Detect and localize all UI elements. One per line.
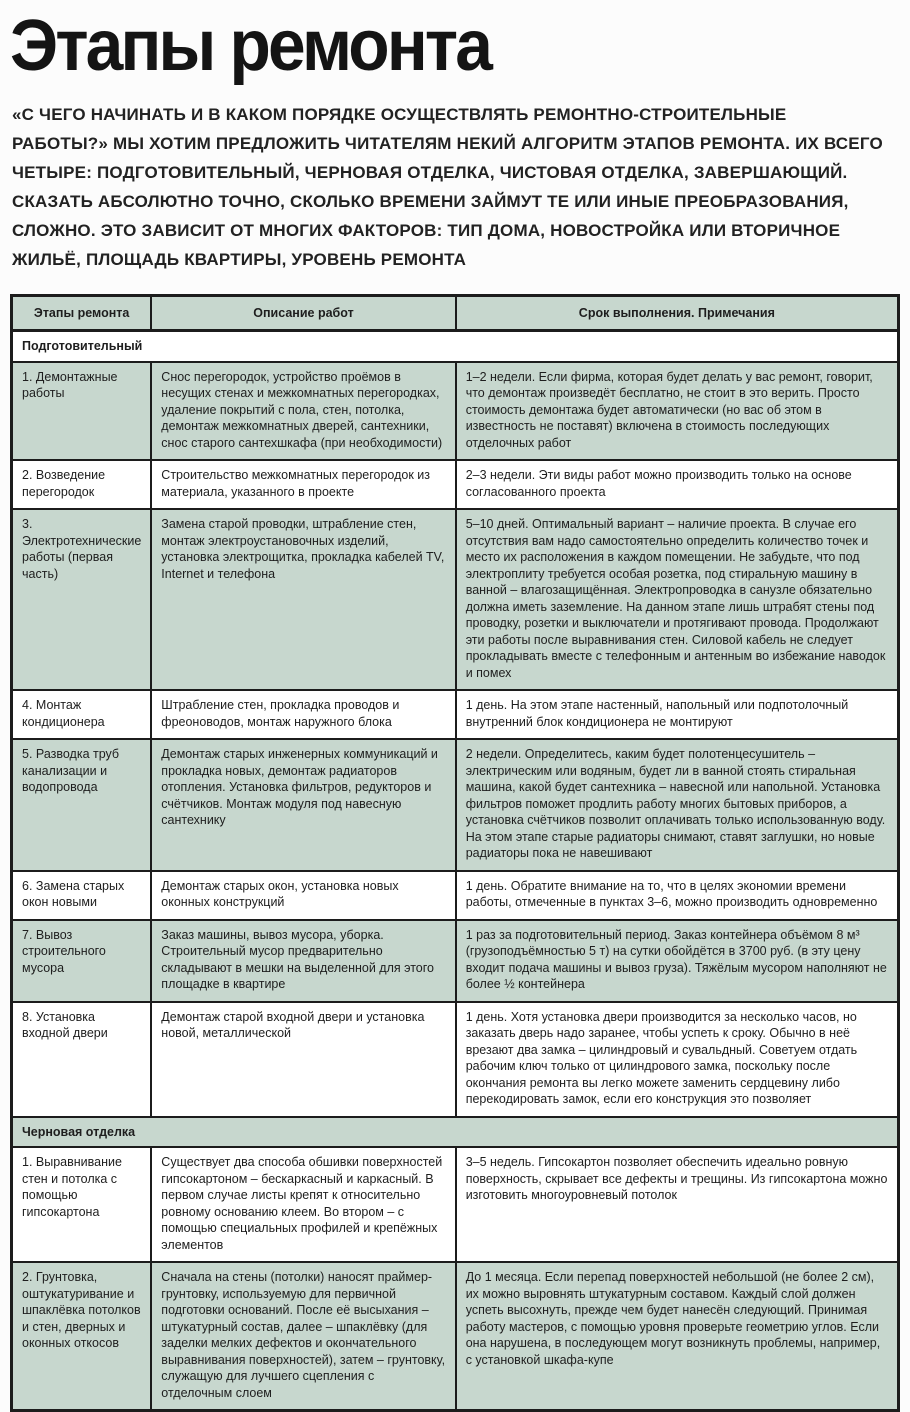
table-header xyxy=(12,295,899,331)
table-row xyxy=(12,1002,899,1117)
header-row xyxy=(12,295,899,331)
description-cell: Строительство межкомнатных перегородок из материала, указанного в проекте xyxy=(151,460,455,509)
table-row xyxy=(12,460,899,509)
stage-cell: 7. Вывоз строительного мусора xyxy=(12,920,152,1002)
stage-cell: 2. Возведение перегородок xyxy=(12,460,152,509)
stage-cell: 5. Разводка труб канализации и водопровода xyxy=(12,739,152,871)
table-row xyxy=(12,362,899,461)
stage-cell: 3. Электротехнические работы (первая часть) xyxy=(12,509,152,690)
note-cell: До 1 месяца. Если перепад поверхностей небольшой (не более 2 см), их можно выровнять штукатурным составом. Каждый слой должен успеть высохнуть, прежде чем будет нанесён следующий. Принимая работу мастеров, с помощью уровня проверьте геометрию углов. Если она нарушена, в последующем могут возникнуть проблемы, например, с установкой шкафа-купе xyxy=(456,1262,899,1411)
note-cell: 1 день. Обратите внимание на то, что в целях экономии времени работы, отмеченные в пунктах 3–6, можно производить одновременно xyxy=(456,871,899,920)
page-title: Этапы ремонта xyxy=(10,6,491,86)
table-row xyxy=(12,871,899,920)
note-cell: 1–2 недели. Если фирма, которая будет делать у вас ремонт, говорит, что демонтаж произведёт бесплатно, не стоит в это верить. Просто стоимость демонтажа будет автоматически (но вас об этом в известность не поставят) включена в стоимость последующих отделочных работ xyxy=(456,362,899,461)
stage-cell: 8. Установка входной двери xyxy=(12,1002,152,1117)
intro-paragraph: «С ЧЕГО НАЧИНАТЬ И В КАКОМ ПОРЯДКЕ ОСУЩЕСТВЛЯТЬ РЕМОНТНО-СТРОИТЕЛЬНЫЕ РАБОТЫ?» МЫ ХОТИМ ПРЕДЛОЖИТЬ ЧИТАТЕЛЯМ НЕКИЙ АЛГОРИТМ ЭТАПОВ РЕМОНТА. ИХ ВСЕГО ЧЕТЫРЕ: ПОДГОТОВИТЕЛЬНЫЙ, ЧЕРНОВАЯ ОТДЕЛКА, ЧИСТОВАЯ ОТДЕЛКА, ЗАВЕРШАЮЩИЙ. СКАЗАТЬ АБСОЛЮТНО ТОЧНО, СКОЛЬКО ВРЕМЕНИ ЗАЙМУТ ТЕ ИЛИ ИНЫЕ ПРЕОБРАЗОВАНИЯ, СЛОЖНО. ЭТО ЗАВИСИТ ОТ МНОГИХ ФАКТОРОВ: ТИП ДОМА, НОВОСТРОЙКА ИЛИ ВТОРИЧНОЕ ЖИЛЬЁ, ПЛОЩАДЬ КВАРТИРЫ, УРОВЕНЬ РЕМОНТА xyxy=(12,104,883,269)
table-body xyxy=(12,331,899,1411)
note-cell: 2–3 недели. Эти виды работ можно производить только на основе согласованного проекта xyxy=(456,460,899,509)
stage-cell: 6. Замена старых окон новыми xyxy=(12,871,152,920)
description-cell: Демонтаж старой входной двери и установка новой, металлической xyxy=(151,1002,455,1117)
table-row xyxy=(12,739,899,871)
note-cell: 3–5 недель. Гипсокартон позволяет обеспечить идеально ровную поверхность, скрывает все дефекты и трещины. Из гипсокартона можно изготовить многоуровневый потолок xyxy=(456,1147,899,1262)
description-cell: Замена старой проводки, штрабление стен, монтаж электроустановочных изделий, установка электрощитка, прокладка кабелей TV, Internet и телефона xyxy=(151,509,455,690)
stage-cell: 1. Демонтажные работы xyxy=(12,362,152,461)
note-cell: 5–10 дней. Оптимальный вариант – наличие проекта. В случае его отсутствия вам надо самостоятельно определить количество точек и место их расположения в каждом помещении. Не забудьте, что под электроплиту требуется особая розетка, под стиральную машину в ванной – влагозащищённая. Электропроводка в санузле обязательно должна иметь заземление. На данном этапе лишь штрабят стены под проводку, розетки и выключатели и протягивают провода. Продолжают эти работы после выравнивания стен. Силовой кабель не следует прокладывать вместе с телефонным и антенным во избежание наводок и помех xyxy=(456,509,899,690)
column-header-stage: Этапы ремонта xyxy=(12,295,152,331)
renovation-stages-table xyxy=(10,294,900,1412)
description-cell: Сначала на стены (потолки) наносят праймер-грунтовку, используемую для первичной подготовки оснований. После её высыхания – штукатурный состав, далее – шпаклёвку (для заделки мелких дефектов и окончательного выравнивания поверхностей), затем – грунтовку, служащую для лучшего сцепления с отделочным слоем xyxy=(151,1262,455,1411)
column-header-duration: Срок выполнения. Примечания xyxy=(456,295,899,331)
description-cell: Снос перегородок, устройство проёмов в несущих стенах и межкомнатных перегородках, удаление покрытий с пола, стен, потолка, демонтаж межкомнатных дверей, сантехники, снос старого сантехшкафа (при необходимости) xyxy=(151,362,455,461)
description-cell: Штрабление стен, прокладка проводов и фреоноводов, монтаж наружного блока xyxy=(151,690,455,739)
description-cell: Заказ машины, вывоз мусора, уборка. Строительный мусор предварительно складывают в мешки на выделенной для этого площадке в квартире xyxy=(151,920,455,1002)
stage-cell: 2. Грунтовка, оштукатуривание и шпаклёвка потолков и стен, дверных и оконных откосов xyxy=(12,1262,152,1411)
table-row xyxy=(12,1262,899,1411)
note-cell: 2 недели. Определитесь, каким будет полотенцесушитель – электрическим или водяным, будет ли в ванной стоять стиральная машина, какой будет сантехника – навесной или напольной. Установка фильтров поможет продлить работу многих бытовых приборов, а установка счётчиков позволит оплачивать только использованную воду. На этом этапе старые радиаторы снимают, ставят заглушки, но новые радиаторы пока не навешивают xyxy=(456,739,899,871)
stage-cell: 1. Выравнивание стен и потолка с помощью гипсокартона xyxy=(12,1147,152,1262)
table-row xyxy=(12,920,899,1002)
note-cell: 1 день. На этом этапе настенный, напольный или подпотолочный внутренний блок кондиционера не монтируют xyxy=(456,690,899,739)
note-cell: 1 день. Хотя установка двери производится за несколько часов, но заказать дверь надо заранее, чтобы успеть к сроку. Обычно в неё врезают два замка – цилиндровый и сувальдный. Советуем отдать рабочим ключ только от цилиндрового замка, поскольку после окончания ремонта вы легко можете заменить сердцевину либо перекодировать замок, если его конструкция это позволяет xyxy=(456,1002,899,1117)
table-row xyxy=(12,509,899,690)
note-cell: 1 раз за подготовительный период. Заказ контейнера объёмом 8 м³ (грузоподъёмностью 5 т) на сутки обойдётся в 3700 руб. (в эту цену входит подача машины и вывоз груза). Тяжёлым мусором наполняют не более ½ контейнера xyxy=(456,920,899,1002)
table-row xyxy=(12,690,899,739)
column-header-description: Описание работ xyxy=(151,295,455,331)
section-row xyxy=(12,331,899,362)
description-cell: Демонтаж старых окон, установка новых оконных конструкций xyxy=(151,871,455,920)
table-row xyxy=(12,1147,899,1262)
section-title: Подготовительный xyxy=(12,331,899,362)
section-title: Черновая отделка xyxy=(12,1117,899,1148)
description-cell: Существует два способа обшивки поверхностей гипсокартоном – бескаркасный и каркасный. В первом случае листы крепят к относительно ровному основанию клеем. Во втором – с помощью специальных профилей и крепёжных элементов xyxy=(151,1147,455,1262)
stage-cell: 4. Монтаж кондиционера xyxy=(12,690,152,739)
section-row xyxy=(12,1117,899,1148)
description-cell: Демонтаж старых инженерных коммуникаций и прокладка новых, демонтаж радиаторов отопления. Установка фильтров, редукторов и счётчиков. Монтаж модуля под навесную сантехнику xyxy=(151,739,455,871)
